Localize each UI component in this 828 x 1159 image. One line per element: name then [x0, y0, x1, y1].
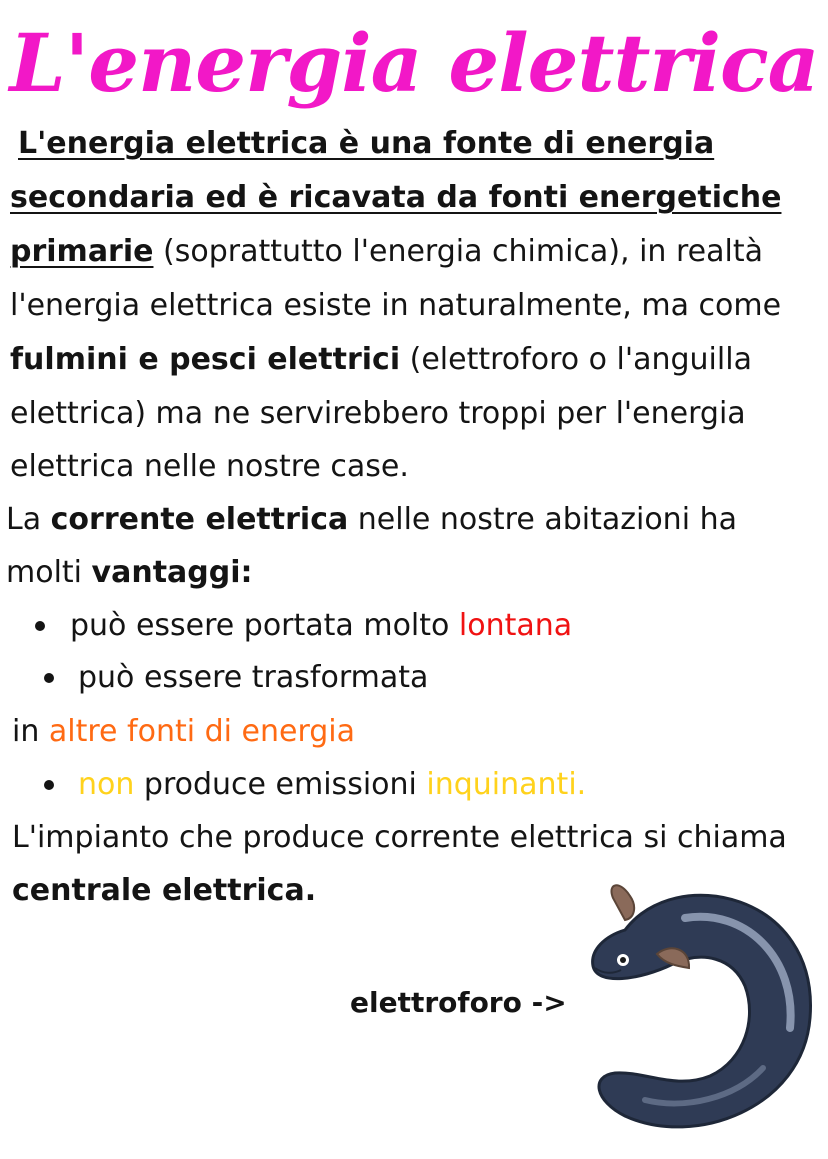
vantaggio-2: può essere trasformata [78, 660, 429, 695]
bullet-dot-2 [44, 673, 54, 683]
vantaggio-3-text: produce emissioni [134, 767, 427, 802]
corrente-bold: corrente elettrica [50, 502, 349, 537]
vantaggio-1 [70, 606, 572, 646]
intro-line-1 [18, 124, 714, 164]
vantaggi-label: vantaggi: [91, 555, 253, 590]
vantaggio-3-non: non [78, 767, 135, 802]
impianto-line-2 [12, 871, 316, 911]
page-title: L'energia elettrica [9, 16, 819, 110]
intro-line-5-rest: (elettroforo o l'anguilla [400, 342, 752, 377]
vantaggio-3 [78, 765, 586, 805]
corrente-line-1 [6, 500, 737, 540]
bullet-dot-1 [35, 621, 45, 631]
intro-line-1-text: L'energia elettrica è una fonte di energia [18, 126, 715, 161]
intro-line-7: elettrica nelle nostre case. [10, 449, 409, 484]
intro-line-6: elettrica) ma ne servirebbero troppi per l'energia [10, 396, 746, 431]
vantaggio-2-highlight: altre fonti di energia [48, 714, 356, 749]
intro-line-4: l'energia elettrica esiste in naturalmente, ma come [10, 288, 782, 323]
centrale-elettrica: centrale elettrica. [12, 873, 317, 908]
intro-line-3-rest: (soprattutto l'energia chimica), in realtà [153, 234, 763, 269]
intro-line-5 [10, 340, 752, 380]
intro-line-2 [10, 178, 781, 218]
eel-illustration-icon [585, 868, 825, 1138]
corrente-prefix: La [6, 502, 51, 537]
vantaggio-1-text: può essere portata molto [70, 608, 459, 643]
bullet-dot-3 [44, 780, 54, 790]
vantaggio-3-inquinanti: inquinanti. [426, 767, 587, 802]
impianto-line-1: L'impianto che produce corrente elettrica si chiama [12, 820, 787, 855]
figure-caption: elettroforo -> [350, 986, 567, 1019]
vantaggio-1-highlight: lontana [458, 608, 573, 643]
corrente-molti: molti [6, 555, 92, 590]
corrente-line-2 [6, 553, 253, 593]
corrente-rest: nelle nostre abitazioni ha [348, 502, 737, 537]
intro-line-2-text: secondaria ed è ricavata da fonti energetiche [10, 180, 782, 215]
intro-primarie: primarie [10, 234, 154, 269]
intro-fulmini: fulmini e pesci elettrici [10, 342, 401, 377]
vantaggio-2-continued [12, 712, 355, 752]
vantaggio-2-in: in [12, 714, 49, 749]
intro-line-3 [10, 232, 763, 272]
